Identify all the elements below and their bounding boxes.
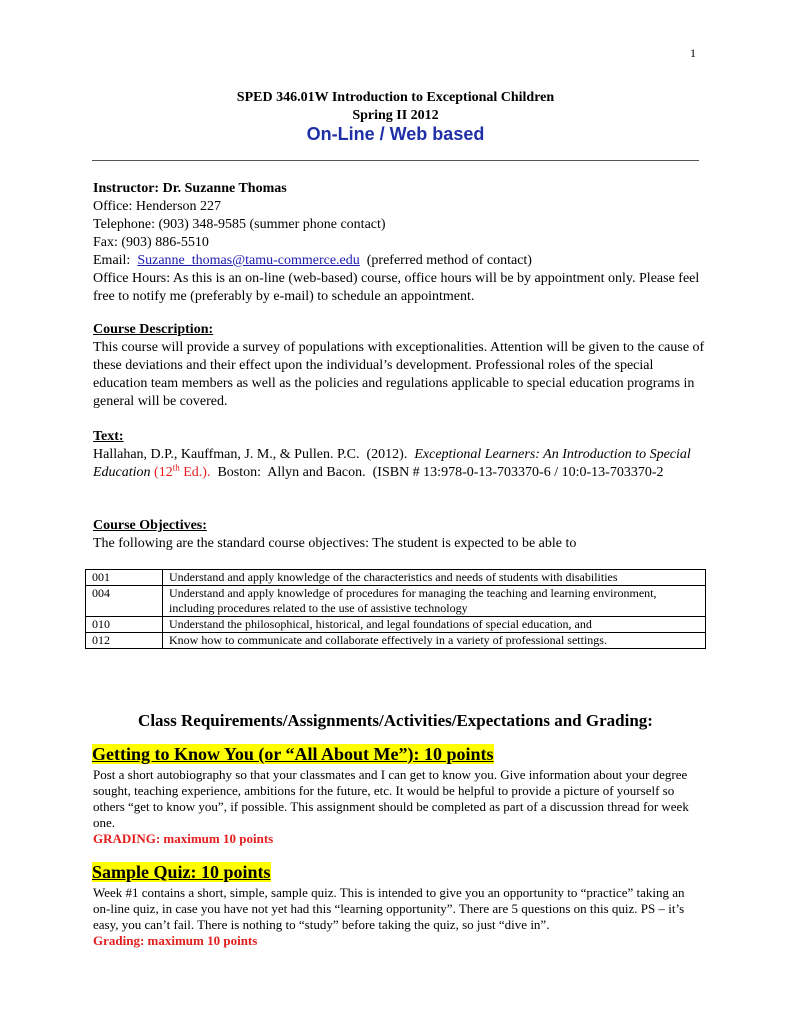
text-publisher: Boston: Allyn and Bacon. (ISBN # 13:978-0-13-703370-6 / 10:0-13-703370-2	[210, 465, 664, 480]
requirements-heading: Class Requirements/Assignments/Activities/Expectations and Grading:	[138, 711, 653, 730]
course-objectives-intro: The following are the standard course objectives: The student is expected to be able to	[93, 536, 577, 551]
edition-sup: th	[172, 462, 180, 473]
section-about-me	[93, 767, 705, 847]
edition-close: Ed.).	[179, 465, 211, 480]
instructor-email-line	[93, 252, 705, 270]
table-row	[86, 633, 706, 649]
about-me-heading-text: Getting to Know You (or “All About Me”): 10 points	[92, 744, 494, 764]
course-objectives-section	[93, 517, 705, 553]
sample-quiz-grading: Grading: maximum 10 points	[93, 933, 258, 948]
section-heading-sample-quiz	[92, 862, 271, 883]
text-citation	[93, 446, 705, 482]
objective-code: 004	[86, 586, 163, 617]
objective-code: 012	[86, 633, 163, 649]
objectives-table	[85, 569, 706, 649]
email-suffix: (preferred method of contact)	[359, 253, 532, 268]
table-row	[86, 570, 706, 586]
text-edition	[150, 462, 211, 480]
course-format: On-Line / Web based	[306, 124, 485, 144]
office-hours: Office Hours: As this is an on-line (web-based) course, office hours will be by appointment only. Please feel free to notify me (preferably by e-mail) to schedule an appointment.	[93, 271, 700, 304]
text-book-title: Exceptional Learners: An Introduction to Special Education	[93, 447, 691, 480]
objective-code: 001	[86, 570, 163, 586]
edition-open: (12	[150, 465, 173, 480]
sample-quiz-body: Week #1 contains a short, simple, sample quiz. This is intended to give you an opportunity to “practice” taking an on-line quiz, in case you have not yet had this “learning opportunity”. There are 5 questions on this quiz. PS – it’s easy, you can’t fail. There is nothing to “study” before taking the quiz, so just “dive in”.	[93, 885, 685, 932]
objective-text: Know how to communicate and collaborate effectively in a variety of professional settings.	[163, 633, 706, 649]
sample-quiz-heading-text: Sample Quiz: 10 points	[92, 862, 271, 882]
about-me-grading: GRADING: maximum 10 points	[93, 831, 274, 846]
course-description-section	[93, 321, 705, 411]
email-prefix: Email:	[93, 253, 138, 268]
email-link[interactable]: Suzanne_thomas@tamu-commerce.edu	[137, 253, 360, 268]
course-term: Spring II 2012	[352, 108, 439, 123]
objective-text: Understand and apply knowledge of the characteristics and needs of students with disabilities	[163, 570, 706, 586]
instructor-name: Instructor: Dr. Suzanne Thomas	[93, 181, 287, 196]
section-sample-quiz	[93, 885, 705, 949]
course-description-heading: Course Description:	[93, 322, 214, 337]
objective-code: 010	[86, 617, 163, 633]
objective-text: Understand and apply knowledge of procedures for managing the teaching and learning environment, including procedures related to the use of assistive technology	[163, 586, 706, 617]
course-objectives-heading: Course Objectives:	[93, 518, 207, 533]
course-title: SPED 346.01W Introduction to Exceptional Children	[236, 90, 555, 105]
table-row	[86, 617, 706, 633]
text-authors: Hallahan, D.P., Kauffman, J. M., & Pullen. P.C. (2012).	[93, 447, 415, 462]
section-heading-about-me	[92, 744, 494, 765]
page-number: 1	[690, 46, 696, 60]
course-description-body: This course will provide a survey of populations with exceptionalities. Attention will be given to the cause of these deviations and their effect upon the individual’s development. Professional roles of the special education team members as well as the policies and regulations applicable to special education programs in general will be covered.	[93, 340, 705, 409]
header-divider	[92, 160, 699, 161]
instructor-telephone: Telephone: (903) 348-9585 (summer phone contact)	[93, 217, 386, 232]
text-section	[93, 428, 705, 482]
instructor-office: Office: Henderson 227	[93, 199, 222, 214]
instructor-block	[93, 180, 705, 306]
text-heading: Text:	[93, 429, 124, 444]
about-me-body: Post a short autobiography so that your classmates and I can get to know you. Give information about your degree sought, teaching experience, ambitions for the future, etc. It would be helpful to provide a picture of yourself so others “get to know you”, if possible. This assignment should be completed as part of a discussion thread for week one.	[93, 767, 689, 830]
instructor-fax: Fax: (903) 886-5510	[93, 235, 209, 250]
table-row	[86, 586, 706, 617]
objective-text: Understand the philosophical, historical, and legal foundations of special education, and	[163, 617, 706, 633]
